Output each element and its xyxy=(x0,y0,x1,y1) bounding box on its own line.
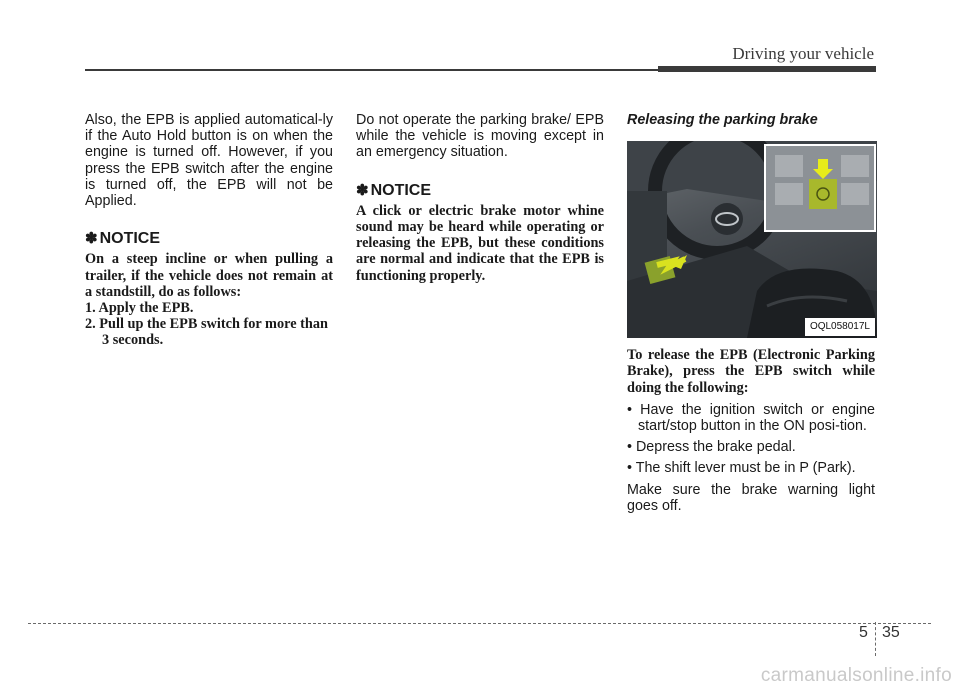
notice-step-2: 2. Pull up the EPB switch for more than 3 seconds. xyxy=(85,316,328,349)
notice-heading xyxy=(356,183,604,199)
section-subheading: Releasing the parking brake xyxy=(627,112,818,128)
notice-title: NOTICE xyxy=(370,181,432,199)
bullet-brake-pedal: • Depress the brake pedal. xyxy=(627,439,796,456)
epb-switch-illustration xyxy=(627,141,877,338)
release-instructions-intro: To release the EPB (Electronic Parking Brake), press the EPB switch while doing the following: xyxy=(627,347,875,396)
footer-divider xyxy=(28,623,931,624)
notice-star-icon: ✽ xyxy=(85,230,98,248)
figure-code-label: OQL058017L xyxy=(805,318,875,336)
notice-star-icon: ✽ xyxy=(356,181,369,199)
operation-warning-paragraph: Do not operate the parking brake/ EPB while the vehicle is moving except in an emergency situation. xyxy=(356,112,604,161)
closing-paragraph: Make sure the brake warning light goes off. xyxy=(627,481,875,514)
column-left xyxy=(85,112,333,349)
notice-heading xyxy=(85,231,333,247)
chapter-number: 5 xyxy=(859,624,868,641)
epb-switch-figure xyxy=(627,141,877,338)
notice-title: NOTICE xyxy=(99,230,161,248)
header-rule-accent xyxy=(658,66,876,72)
page-number: 35 xyxy=(882,624,900,641)
page-number-separator xyxy=(875,622,876,656)
auto-hold-paragraph: Also, the EPB is applied automatical-ly if the Auto Hold button is on when the engine is turned off. However, if you press the EPB switch after the engine is turned off, the EPB will not be Applied. xyxy=(85,112,333,210)
notice-step-1: 1. Apply the EPB. xyxy=(85,300,194,317)
notice-body: On a steep incline or when pulling a trailer, if the vehicle does not remain at a standstill, do as follows: xyxy=(85,251,333,300)
bullet-shift-lever: • The shift lever must be in P (Park). xyxy=(627,460,856,477)
bullet-ignition: • Have the ignition switch or engine start/stop button in the ON posi-tion. xyxy=(627,401,875,435)
column-right xyxy=(627,112,875,514)
page-header-title: Driving your vehicle xyxy=(732,44,874,63)
notice-body: A click or electric brake motor whine sound may be heard while operating or releasing the EPB, but these conditions are normal and indicate that the EPB is functioning properly. xyxy=(356,202,604,284)
watermark: carmanualsonline.info xyxy=(760,665,952,686)
column-middle xyxy=(356,112,604,284)
